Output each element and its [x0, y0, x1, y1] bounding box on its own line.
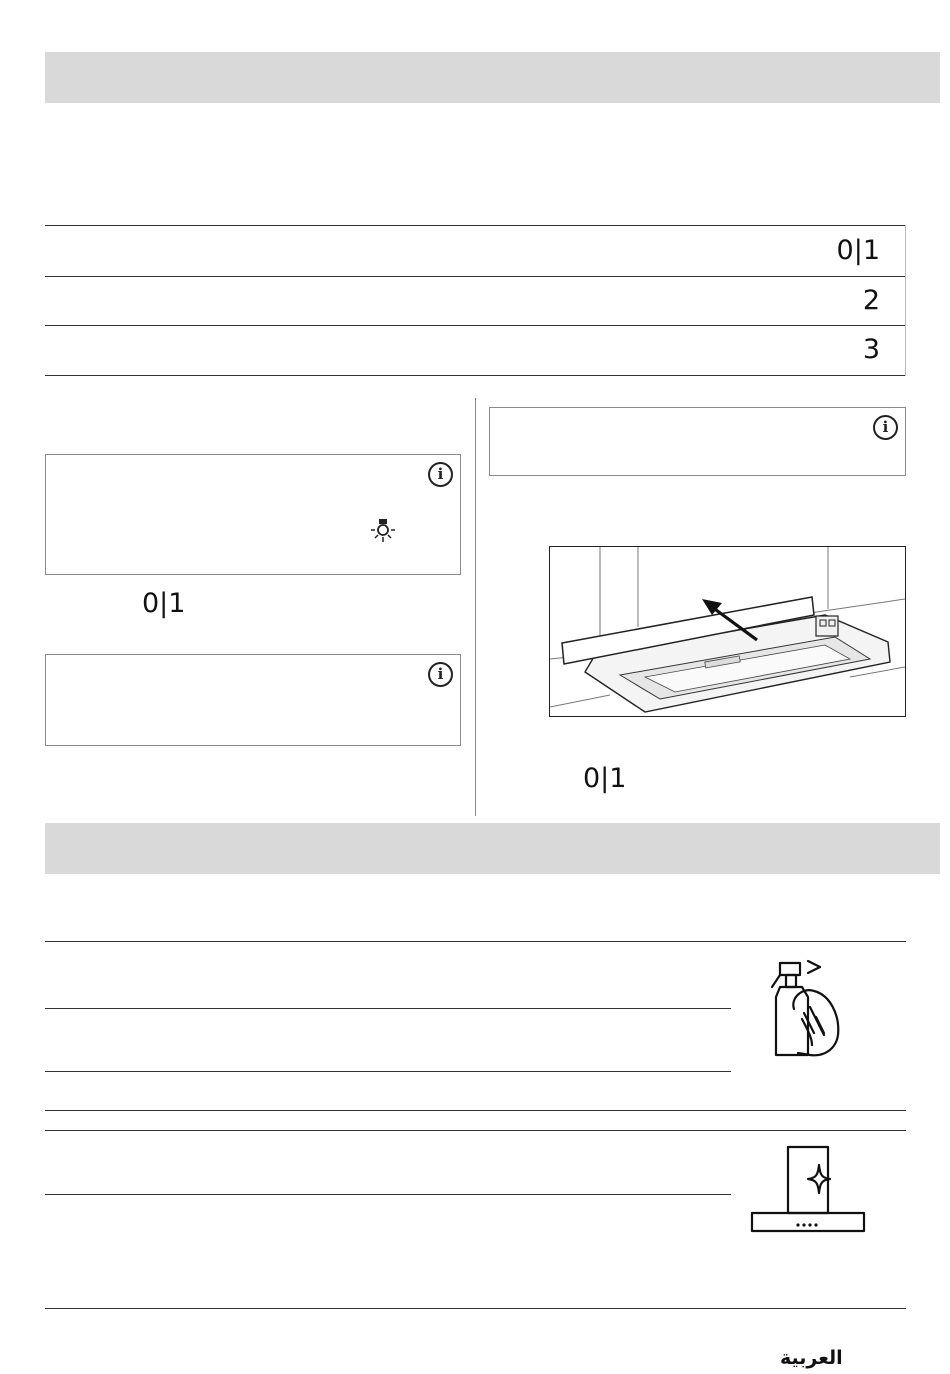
table-rule: [45, 276, 906, 277]
table-rule: [45, 1110, 906, 1111]
table-rule: [45, 1008, 731, 1009]
column-divider: [475, 398, 476, 816]
table-row-symbol-2: 2: [862, 285, 880, 316]
table-row-symbol-onoff: 0|1: [836, 235, 880, 266]
table-rule: [45, 325, 906, 326]
lamp-icon: [370, 517, 396, 543]
table-rule: [45, 1130, 906, 1131]
table-rule: [45, 225, 906, 226]
table-rule: [45, 1194, 731, 1195]
controls-table: [45, 225, 906, 377]
language-label: العربية: [780, 1347, 843, 1369]
info-box-right: [489, 407, 906, 476]
table-rule: [45, 1071, 731, 1072]
table-row-symbol-3: 3: [862, 334, 880, 365]
table-column-divider: [905, 225, 906, 376]
table-rule: [45, 375, 906, 376]
hood-illustration: [549, 546, 906, 717]
spray-and-cloth-icon: [768, 957, 848, 1059]
info-icon: i: [428, 662, 453, 687]
section-header-band: [45, 52, 940, 103]
info-box-note: [45, 654, 461, 746]
clean-hood-sparkle-icon: [750, 1145, 866, 1235]
table-rule: [45, 1308, 906, 1309]
section-header-band: [45, 823, 940, 874]
info-icon: i: [873, 415, 898, 440]
info-icon: i: [428, 462, 453, 487]
table-rule: [45, 941, 906, 942]
inline-onoff-symbol: 0|1: [142, 588, 186, 619]
info-box-lamp: [45, 454, 461, 575]
telescopic-hood-drawing: [550, 547, 905, 716]
inline-onoff-symbol: 0|1: [583, 763, 627, 794]
